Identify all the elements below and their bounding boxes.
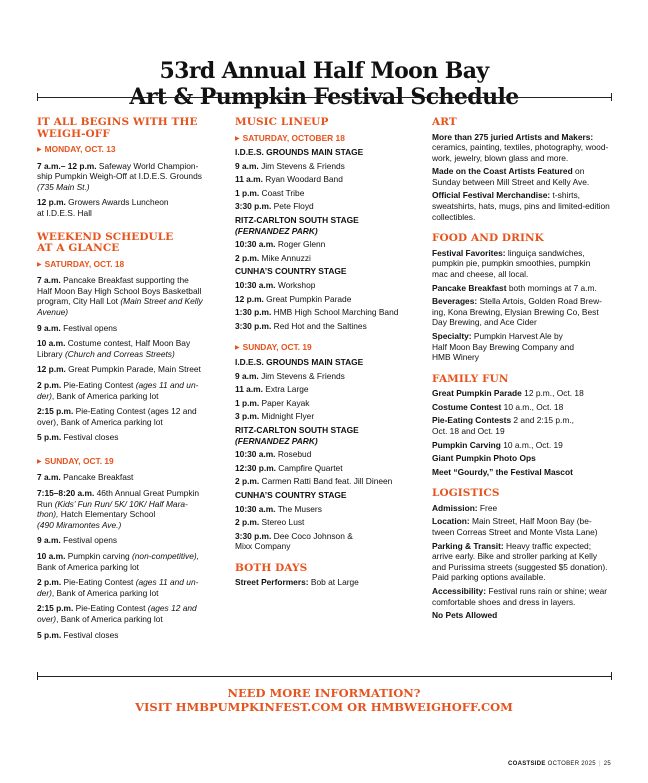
set-item: 3:30 p.m. Red Hot and the Saltines xyxy=(235,320,367,331)
info-item: Specialty: Pumpkin Harvest Ale by Half Moon Bay Brewing Company and HMB Winery xyxy=(432,330,574,363)
set-item: 10:30 a.m. Rosebud xyxy=(235,449,312,460)
issue-date: OCTOBER 2025 xyxy=(547,761,596,767)
info-item: Parking & Transit: Heavy traffic expected; arrive early. Bike and stroller parking at Kelly and Purissima streets (suggested $5 donation). Paid parking options available. xyxy=(432,540,608,583)
event-item: 2:15 p.m. Pie-Eating Contest (ages 12 and over), Bank of America parking lot xyxy=(37,603,197,624)
top-rule-tick-left xyxy=(37,93,38,101)
info-item: Costume Contest 10 a.m., Oct. 18 xyxy=(432,401,564,412)
event-item: 7 a.m. Pancake Breakfast xyxy=(37,472,134,483)
day-label-saturday: ▶ SATURDAY, OCT. 18 xyxy=(37,258,125,269)
event-item: 2:15 p.m. Pie-Eating Contest (ages 12 and over), Bank of America parking lot xyxy=(37,406,197,427)
info-item: Pancake Breakfast both mornings at 7 a.m. xyxy=(432,282,597,293)
page-title-line-1: 53rd Annual Half Moon Bay xyxy=(159,58,489,84)
event-item: 10 a.m. Pumpkin carving (non-competitive), Bank of America parking lot xyxy=(37,551,199,572)
heading-art: ART xyxy=(432,116,457,128)
visit-websites-line: VISIT HMBPUMPKINFEST.COM OR HMBWEIGHOFF.COM xyxy=(135,700,513,714)
heading-weekend-schedule: WEEKEND SCHEDULE AT A GLANCE xyxy=(37,230,174,255)
set-item: 9 a.m. Jim Stevens & Friends xyxy=(235,160,345,171)
info-item: Pie-Eating Contests 2 and 2:15 p.m., Oct. 18 and Oct. 19 xyxy=(432,415,574,436)
heading-weigh-off: IT ALL BEGINS WITH THE WEIGH-OFF xyxy=(37,116,198,140)
page-folio: COASTSIDE OCTOBER 2025 | 25 xyxy=(507,761,611,767)
set-item: 10:30 a.m. Roger Glenn xyxy=(235,239,326,250)
triangle-right-icon: ▶ xyxy=(37,261,42,268)
heading-logistics: LOGISTICS xyxy=(432,487,500,500)
set-item: 11 a.m. Extra Large xyxy=(235,384,309,395)
both-days-item: Street Performers: Bob at Large xyxy=(235,577,359,588)
info-item: More than 275 juried Artists and Makers: ceramics, painting, textiles, photography, wood- work, jewelry, blown glass and more. xyxy=(432,131,609,163)
set-item: 2 p.m. Stereo Lust xyxy=(235,517,305,528)
event-item: 7 a.m. Pancake Breakfast supporting the Half Moon Bay High School Boys Basketball program, City Hall Lot (Main Street and Kelly Avenue) xyxy=(37,275,203,317)
info-item: Beverages: Stella Artois, Golden Road Brew- ing, Kona Brewing, Elysian Brewing Co, Best Day Brewing, and Ace Cider xyxy=(432,296,602,328)
day-label-sunday: ▶ SUNDAY, OCT. 19 xyxy=(37,455,114,466)
stage-heading: CUNHA’S COUNTRY STAGE xyxy=(235,266,347,277)
event-item: 2 p.m. Pie-Eating Contest (ages 11 and un- der), Bank of America parking lot xyxy=(37,577,199,598)
bottom-rule xyxy=(37,676,612,677)
event-item: 9 a.m. Festival opens xyxy=(37,322,118,333)
info-item: Official Festival Merchandise: t-shirts, sweatshirts, hats, mugs, pins and limited-edition collectibles. xyxy=(432,190,610,222)
info-item: Admission: Free xyxy=(432,502,498,513)
column-weigh-off-weekend xyxy=(37,117,212,640)
set-item: 12 p.m. Great Pumpkin Parade xyxy=(235,293,352,304)
page-number: 25 xyxy=(603,761,611,767)
set-item: 3:30 p.m. Pete Floyd xyxy=(235,201,314,212)
event-item: 5 p.m. Festival closes xyxy=(37,629,119,640)
event-item: 12 p.m. Great Pumpkin Parade, Main Street xyxy=(37,364,201,375)
heading-both-days: BOTH DAYS xyxy=(235,561,308,574)
info-item: Pumpkin Carving 10 a.m., Oct. 19 xyxy=(432,439,563,450)
column-music-lineup xyxy=(235,117,410,588)
stage-heading: CUNHA’S COUNTRY STAGE xyxy=(235,489,347,500)
stage-heading: I.D.E.S. GROUNDS MAIN STAGE xyxy=(235,357,364,367)
set-item: 3 p.m. Midnight Flyer xyxy=(235,411,315,422)
magazine-name: COASTSIDE xyxy=(507,761,546,767)
heading-food-and-drink: FOOD AND DRINK xyxy=(432,232,544,245)
event-item: 7:15–8:20 a.m. 46th Annual Great Pumpkin Run (Kids’ Fun Run/ 5K/ 10K/ Half Mara- thon), Hatch Elementary School (490 Miramontes Ave.) xyxy=(37,488,200,530)
set-item: 12:30 p.m. Campfire Quartet xyxy=(235,462,343,473)
set-item: 1 p.m. Coast Tribe xyxy=(235,187,305,198)
set-item: 10:30 a.m. The Musers xyxy=(235,503,322,514)
event-item: 5 p.m. Festival closes xyxy=(37,432,119,443)
info-item: No Pets Allowed xyxy=(432,610,498,621)
info-item: Location: Main Street, Half Moon Bay (be- tween Correas Street and Monte Vista Lane) xyxy=(432,516,598,538)
set-item: 11 a.m. Ryan Woodard Band xyxy=(235,174,343,185)
event-item: 10 a.m. Costume contest, Half Moon Bay Library (Church and Correas Streets) xyxy=(37,338,191,359)
event-item: 2 p.m. Pie-Eating Contest (ages 11 and un- der), Bank of America parking lot xyxy=(37,379,199,401)
triangle-right-icon: ▶ xyxy=(37,147,42,153)
page-title-line-2: Art & Pumpkin Festival Schedule xyxy=(129,84,519,110)
event-item: 12 p.m. Growers Awards Luncheon at I.D.E.S. Hall xyxy=(37,197,169,218)
set-item: 2 p.m. Mike Annuzzi xyxy=(235,252,311,263)
stage-heading: RITZ-CARLTON SOUTH STAGE (FERNANDEZ PARK) xyxy=(235,424,359,446)
heading-music-lineup: MUSIC LINEUP xyxy=(235,116,329,128)
info-item: Giant Pumpkin Photo Ops xyxy=(432,453,536,464)
info-item: Accessibility: Festival runs rain or shine; wear comfortable shoes and dress in layers. xyxy=(432,586,608,607)
info-item: Great Pumpkin Parade 12 p.m., Oct. 18 xyxy=(432,388,584,399)
set-item: 1:30 p.m. HMB High School Marching Band xyxy=(235,307,399,318)
more-info-line: NEED MORE INFORMATION? xyxy=(227,686,421,700)
info-item: Festival Favorites: linguiça sandwiches, pumpkin pie, pumpkin smoothies, pumpkin mac and cheese, all local. xyxy=(432,247,591,279)
top-rule-tick-right xyxy=(611,93,612,101)
event-item: 7 a.m.– 12 p.m. Safeway World Champion- ship Pumpkin Weigh-Off at I.D.E.S. Grounds (735 Main St.) xyxy=(37,160,202,192)
column-art-food-family-logistics xyxy=(432,117,614,621)
set-item: 2 p.m. Carmen Ratti Band feat. Jill Dineen xyxy=(235,476,393,487)
stage-heading: I.D.E.S. GROUNDS MAIN STAGE xyxy=(235,147,364,158)
set-item: 1 p.m. Paper Kayak xyxy=(235,397,310,408)
triangle-right-icon: ▶ xyxy=(37,458,42,465)
triangle-right-icon: ▶ xyxy=(235,135,240,142)
event-item: 9 a.m. Festival opens xyxy=(37,535,118,546)
triangle-right-icon: ▶ xyxy=(235,345,240,352)
top-rule xyxy=(37,97,612,98)
set-item: 10:30 a.m. Workshop xyxy=(235,280,316,291)
bottom-rule-tick-left xyxy=(37,672,38,680)
day-label-sunday: ▶ SUNDAY, OCT. 19 xyxy=(235,342,312,353)
bottom-rule-tick-right xyxy=(611,672,612,680)
stage-heading: RITZ-CARLTON SOUTH STAGE (FERNANDEZ PARK) xyxy=(235,215,359,236)
day-label-saturday: ▶ SATURDAY, OCTOBER 18 xyxy=(235,132,345,143)
day-label-monday: ▶ MONDAY, OCT. 13 xyxy=(37,144,116,154)
info-item: Meet “Gourdy,” the Festival Mascot xyxy=(432,466,573,477)
set-item: 9 a.m. Jim Stevens & Friends xyxy=(235,370,345,381)
heading-family-fun: FAMILY FUN xyxy=(432,372,509,385)
info-item: Made on the Coast Artists Featured on Sunday between Mill Street and Kelly Ave. xyxy=(432,166,590,187)
set-item: 3:30 p.m. Dee Coco Johnson & Mixx Company xyxy=(235,530,353,552)
